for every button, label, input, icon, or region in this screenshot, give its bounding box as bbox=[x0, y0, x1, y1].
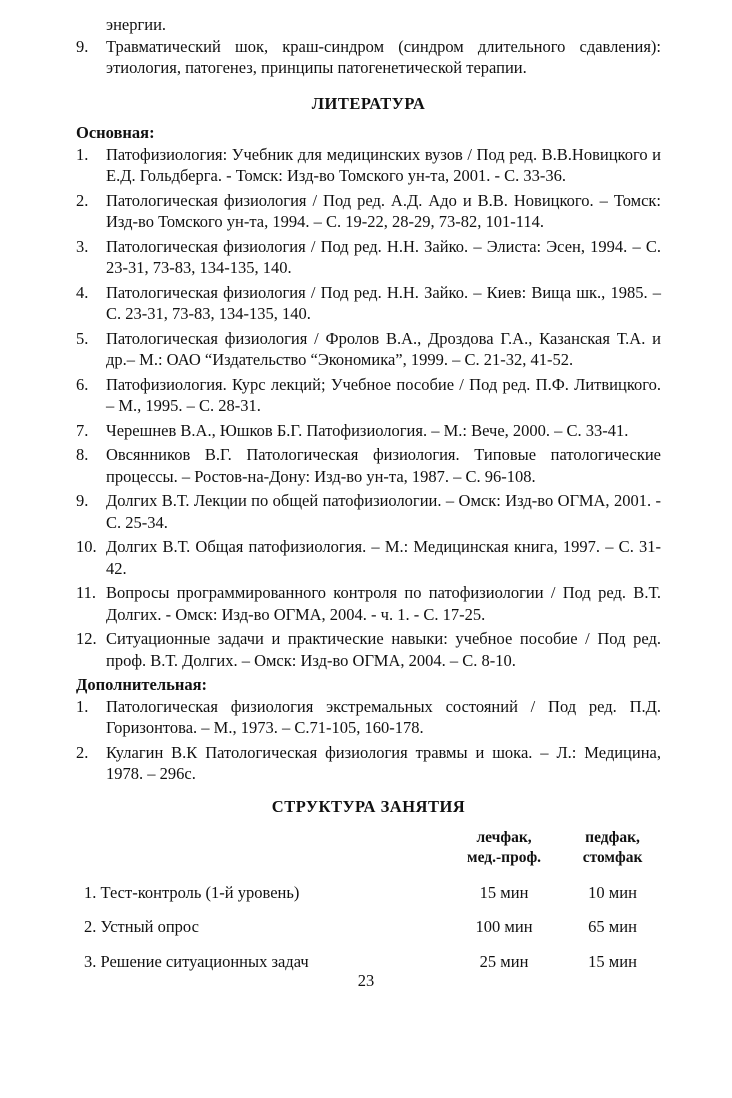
row-label: 1. Тест-контроль (1-й уровень) bbox=[84, 882, 300, 902]
list-item bbox=[76, 696, 661, 739]
column-header-lechfak: лечфак, мед.-проф. bbox=[467, 828, 542, 866]
page-number: 23 bbox=[357, 971, 375, 990]
cell-lechfak-time: 15 мин bbox=[479, 882, 529, 902]
item-number: 5. bbox=[76, 328, 89, 348]
list-item bbox=[76, 36, 661, 79]
item-number: 12. bbox=[76, 629, 97, 648]
question-list bbox=[76, 36, 661, 79]
schedule-table bbox=[76, 828, 661, 986]
item-text: Долгих В.Т. Общая патофизиология. – М.: Медицинская книга, 1997. – С. 31-42. bbox=[106, 537, 661, 578]
item-text: Патологическая физиология экстремальных состояний / Под ред. П.Д. Горизонтова. – М., 1973. – С.71-105, 160-178. bbox=[106, 696, 661, 737]
item-number: 10. bbox=[76, 537, 97, 556]
document-page bbox=[76, 14, 661, 788]
item-text: Овсянников В.Г. Патологическая физиология. Типовые патологические процессы. – Ростов-на-Дону: Изд-во ун-та, 1987. – С. 96-108. bbox=[106, 445, 661, 486]
row-label: 3. Решение ситуационных задач bbox=[84, 951, 309, 971]
item-number: 9. bbox=[76, 36, 89, 56]
list-item bbox=[76, 374, 661, 417]
main-literature-list bbox=[76, 144, 661, 672]
list-item bbox=[76, 236, 661, 279]
item-number: 7. bbox=[76, 420, 89, 440]
main-literature-heading: Основная: bbox=[76, 123, 155, 142]
list-item bbox=[76, 742, 661, 785]
cell-pedfak-time: 65 мин bbox=[588, 917, 637, 936]
additional-literature-list bbox=[76, 696, 661, 785]
structure-heading: СТРУКТУРА ЗАНЯТИЯ bbox=[271, 797, 466, 816]
list-item bbox=[76, 536, 661, 579]
list-item bbox=[76, 328, 661, 371]
literature-heading: ЛИТЕРАТУРА bbox=[311, 93, 426, 113]
item-text: Патофизиология. Курс лекций; Учебное пособие / Под ред. П.Ф. Литвицкого. – М., 1995. – С. 28-31. bbox=[106, 374, 661, 415]
item-text: Долгих В.Т. Лекции по общей патофизиологии. – Омск: Изд-во ОГМА, 2001. - С. 25-34. bbox=[106, 491, 661, 532]
item-text: Патологическая физиология / Под ред. Н.Н. Зайко. – Элиста: Эсен, 1994. – С. 23-31, 73-83, 134-135, 140. bbox=[106, 236, 661, 277]
item-number: 11. bbox=[76, 583, 97, 602]
table-header-row bbox=[76, 828, 661, 882]
item-number: 8. bbox=[76, 445, 89, 464]
item-number: 9. bbox=[76, 491, 89, 510]
continuation-text: энергии. bbox=[106, 15, 167, 34]
item-number: 6. bbox=[76, 374, 89, 394]
item-number: 2. bbox=[76, 742, 89, 762]
table-row bbox=[76, 882, 661, 917]
additional-literature-heading: Дополнительная: bbox=[76, 675, 208, 694]
cell-pedfak-time: 10 мин bbox=[588, 882, 637, 902]
item-text: Черешнев В.А., Юшков Б.Г. Патофизиология. – М.: Вече, 2000. – С. 33-41. bbox=[106, 420, 629, 440]
list-item bbox=[76, 444, 661, 487]
list-item bbox=[76, 190, 661, 233]
item-number: 1. bbox=[76, 144, 89, 164]
list-item bbox=[76, 144, 661, 187]
list-item bbox=[76, 282, 661, 325]
cell-lechfak-time: 25 мин bbox=[479, 951, 529, 971]
lesson-structure bbox=[76, 796, 661, 985]
cell-pedfak-time: 15 мин bbox=[588, 951, 637, 971]
item-text: Патофизиология: Учебник для медицинских вузов / Под ред. В.В.Новицкого и Е.Д. Гольдберга. - Томск: Изд-во Томского ун-та, 2001. - С. 33-36. bbox=[106, 144, 661, 185]
list-item bbox=[76, 582, 661, 625]
list-item bbox=[76, 420, 661, 442]
item-text: Патологическая физиология / Фролов В.А., Дроздова Г.А., Казанская Т.А. и др.– М.: ОАО “Издательство “Экономика”, 1999. – С. 21-32, 41-52. bbox=[106, 328, 661, 369]
item-number: 1. bbox=[76, 696, 89, 716]
list-item bbox=[76, 490, 661, 533]
item-text: Кулагин В.К Патологическая физиология травмы и шока. – Л.: Медицина, 1978. – 296с. bbox=[106, 742, 661, 783]
empty-header-cell bbox=[76, 828, 444, 882]
item-number: 2. bbox=[76, 190, 89, 210]
row-label: 2. Устный опрос bbox=[84, 917, 199, 936]
item-text: Травматический шок, краш-синдром (синдром длительного сдавления): этиология, патогенез, принципы патогенетической терапии. bbox=[106, 36, 661, 77]
table-row bbox=[76, 916, 661, 951]
item-text: Патологическая физиология / Под ред. Н.Н. Зайко. – Киев: Вища шк., 1985. – С. 23-31, 73-83, 134-135, 140. bbox=[106, 282, 661, 323]
item-number: 3. bbox=[76, 236, 89, 256]
item-number: 4. bbox=[76, 282, 89, 302]
cell-lechfak-time: 100 мин bbox=[475, 917, 533, 936]
column-header-pedfak: педфак, стомфак bbox=[582, 828, 643, 866]
list-item bbox=[76, 628, 661, 671]
item-text: Вопросы программированного контроля по патофизиологии / Под ред. В.Т. Долгих. - Омск: Изд-во ОГМА, 2004. - ч. 1. - С. 17-25. bbox=[106, 583, 661, 624]
item-text: Ситуационные задачи и практические навыки: учебное пособие / Под ред. проф. В.Т. Долгих. – Омск: Изд-во ОГМА, 2004. – С. 8-10. bbox=[106, 629, 661, 670]
item-text: Патологическая физиология / Под ред. А.Д. Адо и В.В. Новицкого. – Томск: Изд-во Томского ун-та, 1994. – С. 19-22, 28-29, 73-82, 101-114. bbox=[106, 190, 661, 231]
